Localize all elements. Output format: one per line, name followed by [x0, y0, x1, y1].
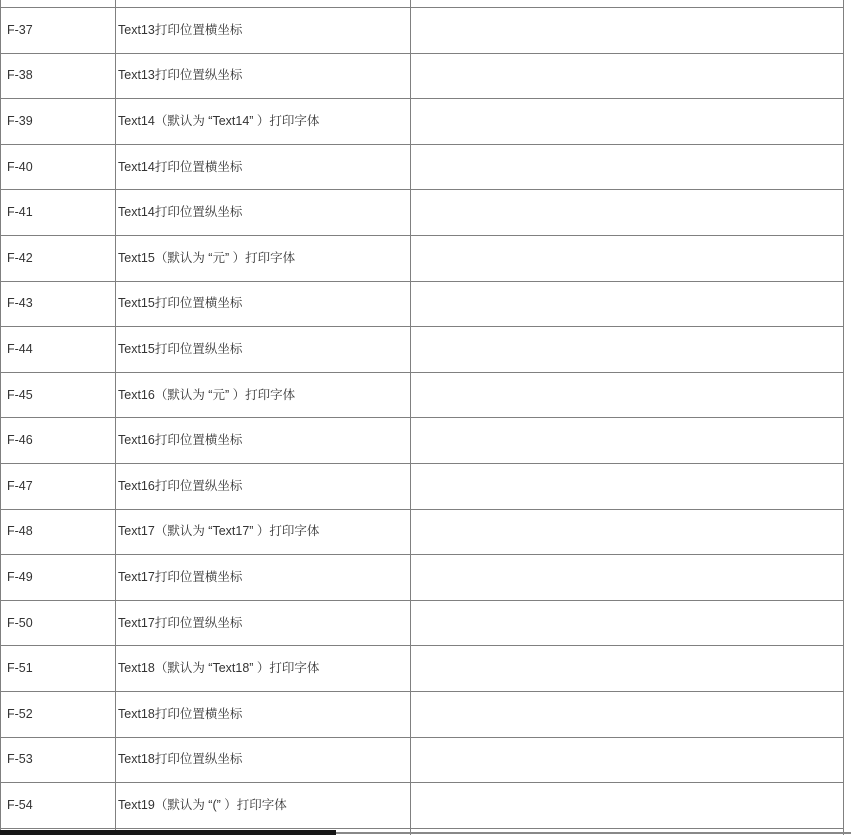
field-value-cell	[411, 418, 844, 463]
table-row	[1, 190, 844, 236]
field-id-cell	[1, 0, 116, 7]
table-row	[1, 783, 844, 829]
field-desc: Text17打印位置横坐标	[118, 569, 243, 584]
table-row	[1, 464, 844, 510]
field-desc-cell	[116, 510, 411, 555]
field-value-cell	[411, 646, 844, 691]
field-value-cell	[411, 0, 844, 7]
bottom-thick-bar	[0, 830, 336, 835]
field-value-cell	[411, 327, 844, 372]
field-id: F-42	[7, 250, 33, 265]
field-id: F-50	[7, 615, 33, 630]
field-id-cell	[1, 418, 116, 463]
field-desc: Text16打印位置横坐标	[118, 433, 243, 448]
field-desc-cell	[116, 646, 411, 691]
field-value-cell	[411, 738, 844, 783]
field-value-cell	[411, 236, 844, 281]
table-row	[1, 373, 844, 419]
field-desc: Text15打印位置纵坐标	[118, 341, 243, 356]
field-desc: Text14打印位置横坐标	[118, 159, 243, 174]
field-id: F-37	[7, 22, 33, 37]
table-row	[1, 282, 844, 328]
field-desc: Text14打印位置纵坐标	[118, 205, 243, 220]
field-id: F-52	[7, 706, 33, 721]
field-desc-cell	[116, 464, 411, 509]
field-value-cell	[411, 145, 844, 190]
table-row	[1, 99, 844, 145]
field-id: F-40	[7, 159, 33, 174]
field-id-cell	[1, 282, 116, 327]
field-desc-cell	[116, 282, 411, 327]
field-desc: Text17（默认为 “Text17” ）打印字体	[118, 524, 320, 539]
field-id: F-51	[7, 661, 33, 676]
field-id-cell	[1, 601, 116, 646]
field-id: F-47	[7, 478, 33, 493]
field-desc: Text14（默认为 “Text14” ）打印字体	[118, 113, 320, 128]
field-id: F-44	[7, 341, 33, 356]
table-row	[1, 327, 844, 373]
table-row	[1, 510, 844, 556]
field-id-cell	[1, 236, 116, 281]
field-id: F-41	[7, 205, 33, 220]
field-desc-cell	[116, 145, 411, 190]
table-row-partial-top	[1, 0, 844, 8]
field-desc: Text13打印位置纵坐标	[118, 68, 243, 83]
field-desc-cell	[116, 692, 411, 737]
field-id: F-54	[7, 797, 33, 812]
field-id-cell	[1, 555, 116, 600]
field-desc-cell	[116, 0, 411, 7]
field-desc-cell	[116, 783, 411, 828]
table-row	[1, 8, 844, 54]
field-desc: Text18打印位置横坐标	[118, 706, 243, 721]
field-id: F-39	[7, 113, 33, 128]
field-id-cell	[1, 738, 116, 783]
field-value-cell	[411, 555, 844, 600]
field-value-cell	[411, 783, 844, 828]
table-row	[1, 555, 844, 601]
field-desc-cell	[116, 418, 411, 463]
field-id: F-46	[7, 433, 33, 448]
field-id: F-48	[7, 524, 33, 539]
field-desc-cell	[116, 99, 411, 144]
field-desc: Text16（默认为 “元” ）打印字体	[118, 387, 296, 402]
field-id: F-45	[7, 387, 33, 402]
table-row	[1, 145, 844, 191]
field-desc: Text18打印位置纵坐标	[118, 752, 243, 767]
field-id-cell	[1, 373, 116, 418]
table-row	[1, 601, 844, 647]
field-desc-cell	[116, 8, 411, 53]
field-id-cell	[1, 145, 116, 190]
field-id-cell	[1, 464, 116, 509]
field-desc-cell	[116, 327, 411, 372]
field-desc-cell	[116, 373, 411, 418]
field-id-cell	[1, 510, 116, 555]
field-desc: Text16打印位置纵坐标	[118, 478, 243, 493]
field-value-cell	[411, 510, 844, 555]
table-row	[1, 646, 844, 692]
table-body	[1, 8, 844, 829]
field-id-cell	[1, 327, 116, 372]
field-desc-cell	[116, 54, 411, 99]
field-value-cell	[411, 464, 844, 509]
field-id: F-38	[7, 68, 33, 83]
field-value-cell	[411, 8, 844, 53]
field-id: F-43	[7, 296, 33, 311]
field-desc-cell	[116, 738, 411, 783]
field-id-cell	[1, 783, 116, 828]
field-desc: Text18（默认为 “Text18” ）打印字体	[118, 661, 320, 676]
field-id-cell	[1, 99, 116, 144]
field-value-cell	[411, 282, 844, 327]
field-id-cell	[1, 8, 116, 53]
field-id: F-49	[7, 569, 33, 584]
field-value-cell	[411, 54, 844, 99]
table-row	[1, 738, 844, 784]
field-id-cell	[1, 692, 116, 737]
field-value-cell	[411, 692, 844, 737]
field-desc-cell	[116, 236, 411, 281]
field-id-cell	[1, 54, 116, 99]
field-value-cell	[411, 99, 844, 144]
field-desc-cell	[116, 601, 411, 646]
field-desc: Text19（默认为 “(” ）打印字体	[118, 797, 287, 812]
field-desc-cell	[116, 555, 411, 600]
field-value-cell	[411, 190, 844, 235]
field-value-cell	[411, 601, 844, 646]
table-row	[1, 692, 844, 738]
table-row	[1, 54, 844, 100]
table-row	[1, 418, 844, 464]
field-desc: Text17打印位置纵坐标	[118, 615, 243, 630]
field-value-cell	[411, 373, 844, 418]
field-desc: Text15（默认为 “元” ）打印字体	[118, 250, 296, 265]
field-id: F-53	[7, 752, 33, 767]
field-desc: Text15打印位置横坐标	[118, 296, 243, 311]
table-row	[1, 236, 844, 282]
field-id-cell	[1, 190, 116, 235]
field-desc-cell	[116, 190, 411, 235]
field-desc: Text13打印位置横坐标	[118, 22, 243, 37]
field-id-cell	[1, 646, 116, 691]
